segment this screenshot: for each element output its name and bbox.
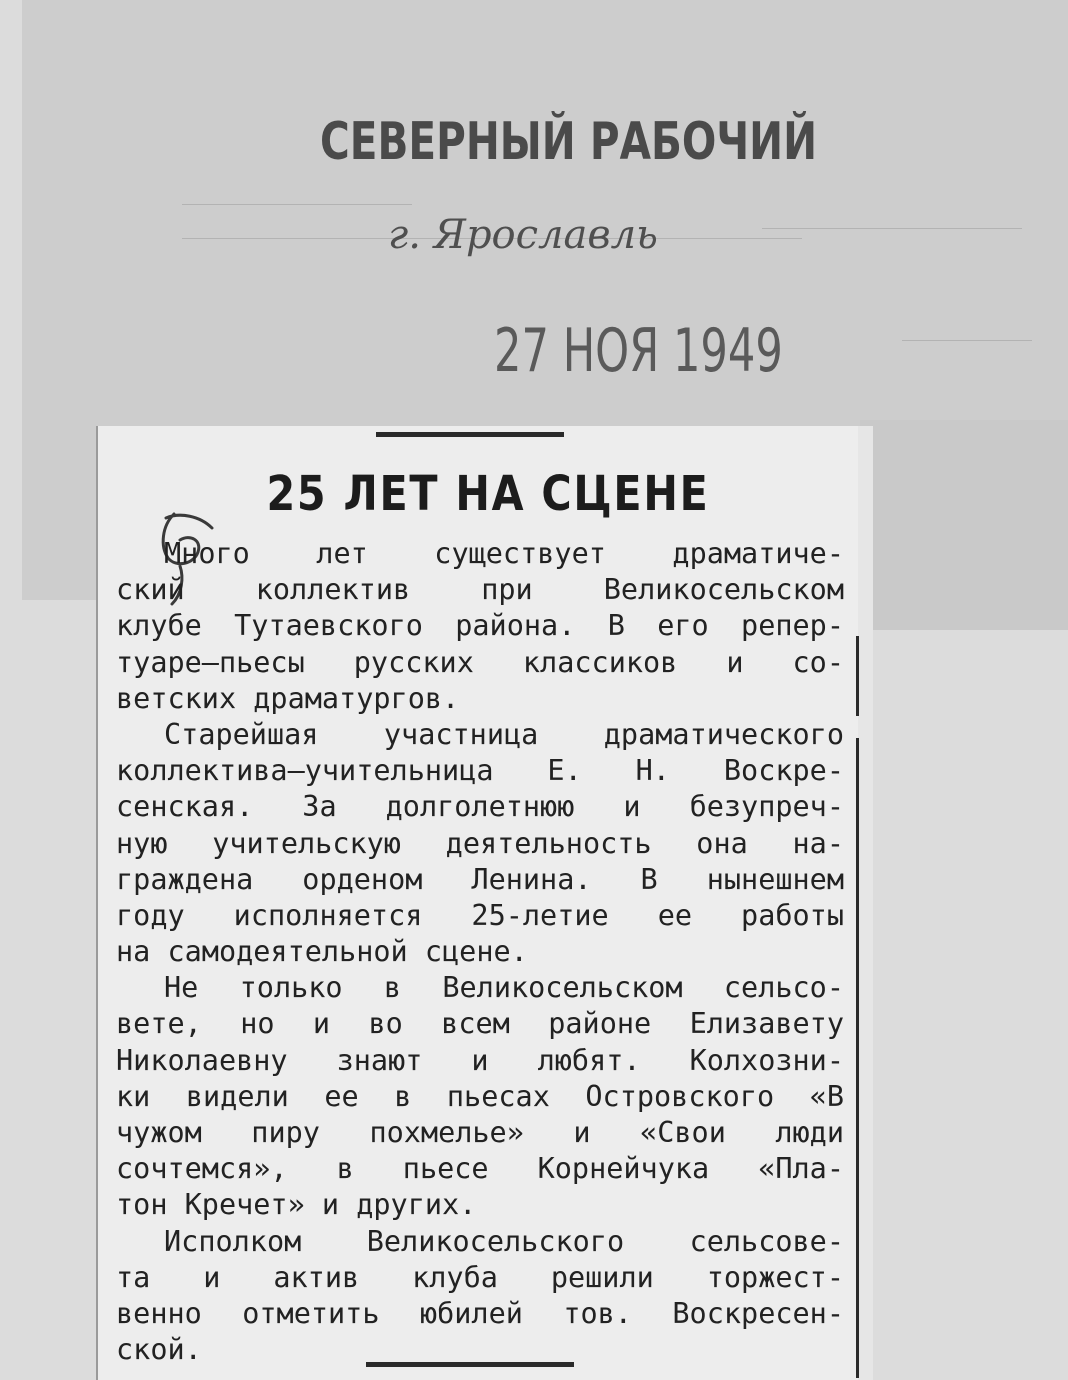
article-line: тон Кречет» и других. — [116, 1188, 477, 1222]
bottom-rule — [366, 1362, 574, 1367]
article-line: ской. — [116, 1333, 202, 1367]
article-line: ную учительскую деятельность она на- — [116, 826, 844, 860]
article-line: та и актив клуба решили торжест- — [116, 1260, 844, 1294]
article-line: Исполком Великосельского сельсове- — [164, 1224, 844, 1258]
article-line: ветских драматургов. — [116, 681, 460, 715]
article-line: сочтемся», в пьесе Корнейчука «Пла- — [116, 1152, 844, 1186]
article-body — [116, 536, 844, 1368]
article-line: на самодеятельной сцене. — [116, 935, 528, 969]
newspaper-name-stamp: СЕВЕРНЫЙ РАБОЧИЙ — [320, 112, 818, 172]
backing-card-edge — [860, 420, 1068, 630]
article-line: Много лет существует драматиче- — [164, 537, 844, 570]
top-rule — [376, 432, 564, 437]
article-line: Старейшая участница драматического — [164, 717, 844, 751]
column-rule-right-lower — [856, 738, 859, 1378]
article-line: Не только в Великосельском сельсо- — [164, 971, 844, 1005]
article-line: туаре—пьесы русских классиков и со- — [116, 645, 844, 679]
date-stamp: 27 НОЯ 1949 — [494, 316, 783, 386]
article-line: клубе Тутаевского района. В его репер- — [116, 609, 844, 643]
article-line: году исполняется 25-летие ее работы — [116, 898, 844, 932]
article-line: Николаевну знают и любят. Колхозни- — [116, 1043, 844, 1077]
article-line: сенская. За долголетнюю и безупреч- — [116, 790, 844, 824]
article-line: венно отметить юбилей тов. Воскресен- — [116, 1296, 844, 1330]
article-line: чужом пиру похмелье» и «Свои люди — [116, 1116, 844, 1149]
article-line: коллектива—учительница Е. Н. Воскре- — [116, 754, 844, 788]
article-line: ский коллектив при Великосельском — [116, 573, 844, 607]
article-line: граждена орденом Ленина. В нынешнем — [116, 862, 844, 896]
city-stamp: г. Ярославль — [388, 212, 658, 258]
article-headline: 25 ЛЕТ НА СЦЕНЕ — [266, 466, 710, 522]
article-line: ки видели ее в пьесах Островского «В — [116, 1079, 844, 1113]
article-line: вете, но и во всем районе Елизавету — [116, 1007, 844, 1041]
column-rule-right — [856, 636, 859, 716]
newspaper-clipping — [96, 426, 858, 1380]
